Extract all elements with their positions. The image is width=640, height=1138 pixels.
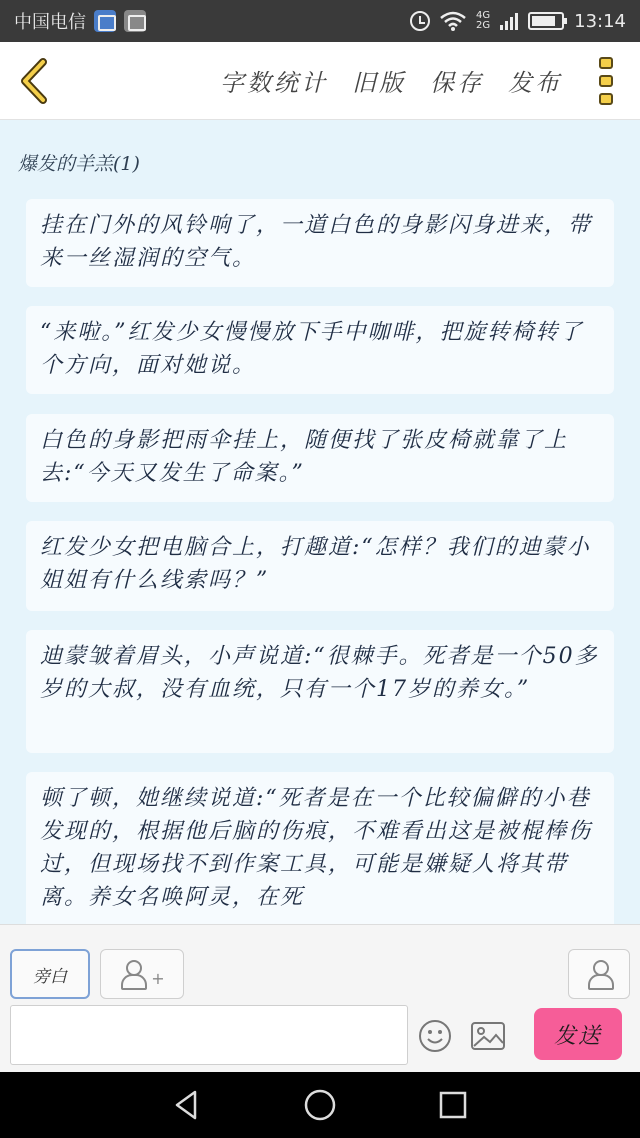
image-icon[interactable] [470, 1021, 506, 1051]
network-tag-2g: 2G [476, 20, 491, 31]
message-input[interactable] [10, 1005, 408, 1065]
menu-dot [599, 57, 613, 69]
status-right [410, 11, 626, 32]
menu-dot [599, 93, 613, 105]
status-time: 13:14 [574, 10, 626, 32]
app-gallery-icon [124, 10, 146, 32]
top-toolbar [0, 42, 640, 120]
story-paragraph[interactable]: “来啦。”红发少女慢慢放下手中咖啡，把旋转椅转了个方向，面对她说。 [26, 306, 614, 394]
recents-square-icon[interactable] [433, 1085, 473, 1125]
story-paragraph[interactable]: 白色的身影把雨伞挂上，随便找了张皮椅就靠了上去:“今天又发生了命案。” [26, 414, 614, 502]
my-role-button[interactable] [568, 949, 630, 999]
save-button[interactable]: 保存 [430, 69, 484, 97]
chapter-title[interactable]: 爆发的羊羔(1) [18, 153, 140, 175]
back-triangle-icon[interactable] [167, 1085, 207, 1125]
app-health-icon [94, 10, 116, 32]
old-version-button[interactable]: 旧版 [352, 69, 406, 97]
system-nav-bar [0, 1072, 640, 1138]
composer-panel [0, 924, 640, 1072]
story-paragraph[interactable]: 挂在门外的风铃响了，一道白色的身影闪身进来，带来一丝湿润的空气。 [26, 199, 614, 287]
narrator-button[interactable]: 旁白 [10, 949, 90, 999]
wifi-icon [440, 11, 466, 31]
carrier-name: 中国电信 [14, 12, 86, 33]
home-circle-icon[interactable] [300, 1085, 340, 1125]
signal-icon [500, 12, 518, 30]
alarm-icon [410, 11, 430, 31]
add-role-button[interactable] [100, 949, 184, 999]
person-add-icon [119, 960, 145, 988]
toolbar-actions [220, 51, 640, 111]
word-count-button[interactable]: 字数统计 [220, 69, 328, 97]
send-button[interactable]: 发送 [534, 1008, 622, 1060]
plus-icon: + [151, 968, 165, 988]
chevron-left-icon [17, 58, 53, 104]
battery-icon [528, 12, 564, 30]
menu-dot [599, 75, 613, 87]
network-type [476, 11, 490, 31]
back-button[interactable] [0, 42, 70, 120]
status-bar [0, 0, 640, 42]
person-icon [586, 960, 612, 988]
story-content[interactable] [0, 121, 640, 924]
story-paragraph[interactable]: 迪蒙皱着眉头，小声说道:“很棘手。死者是一个50多岁的大叔，没有血统，只有一个17岁的养女。” [26, 630, 614, 753]
story-paragraph[interactable]: 红发少女把电脑合上，打趣道:“怎样？我们的迪蒙小姐姐有什么线索吗？” [26, 521, 614, 611]
emoji-icon[interactable] [418, 1019, 452, 1053]
status-left [14, 8, 146, 34]
battery-level [532, 16, 554, 26]
more-vertical-icon[interactable] [586, 51, 626, 111]
network-tag-4g: 4G [476, 10, 491, 21]
story-paragraph[interactable]: 顿了顿，她继续说道:“死者是在一个比较偏僻的小巷发现的，根据他后脑的伤痕，不难看出这是被棍棒伤过，但现场找不到作案工具，可能是嫌疑人将其带离。养女名唤阿灵，在死 [26, 772, 614, 924]
publish-button[interactable]: 发布 [508, 69, 562, 97]
